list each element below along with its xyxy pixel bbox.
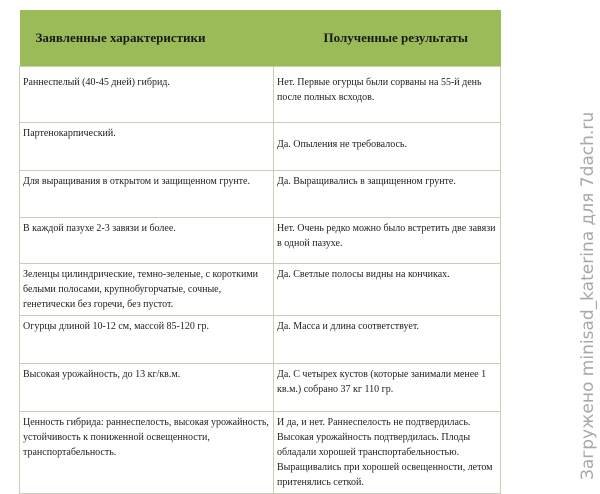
result-cell: Да. Выращивались в защищенном грунте. — [274, 171, 501, 218]
table-row — [20, 123, 501, 171]
claimed-cell: Для выращивания в открытом и защищенном грунте. — [20, 171, 274, 218]
result-cell: Да. Светлые полосы видны на кончиках. — [274, 264, 501, 316]
result-cell: Да. Опыления не требовалось. — [274, 123, 501, 171]
header-row — [20, 10, 501, 67]
result-cell: И да, и нет. Раннеспелость не подтвердилась. Высокая урожайность подтвердилась. Плоды обладали хорошей транспортабельностью. Выращивались при хорошей освещенности, летом притенялись сеткой. — [274, 412, 501, 494]
claimed-cell: В каждой пазухе 2-3 завязи и более. — [20, 218, 274, 264]
table-row — [20, 67, 501, 123]
claimed-cell: Ценность гибрида: раннеспелость, высокая урожайность, устойчивость к пониженной освещенности, транспортабельность. — [20, 412, 274, 494]
claimed-cell: Огурцы длиной 10-12 см, массой 85-120 гр. — [20, 316, 274, 364]
watermark: Загружено minisad_katerina для 7dach.ru — [578, 111, 598, 480]
comparison-table — [19, 10, 501, 494]
table-row — [20, 264, 501, 316]
claimed-cell: Высокая урожайность, до 13 кг/кв.м. — [20, 364, 274, 412]
table-row — [20, 218, 501, 264]
header-claimed: Заявленные характеристики — [20, 10, 274, 67]
claimed-cell: Раннеспелый (40-45 дней) гибрид. — [20, 67, 274, 123]
result-cell: Нет. Первые огурцы были сорваны на 55-й день после полных всходов. — [274, 67, 501, 123]
result-cell: Нет. Очень редко можно было встретить две завязи в одной пазухе. — [274, 218, 501, 264]
claimed-cell: Партенокарпический. — [20, 123, 274, 171]
table-row — [20, 316, 501, 364]
header-results: Полученные результаты — [274, 10, 501, 67]
table-row — [20, 364, 501, 412]
result-cell: Да. С четырех кустов (которые занимали менее 1 кв.м.) собрано 37 кг 110 гр. — [274, 364, 501, 412]
table-row — [20, 171, 501, 218]
claimed-cell: Зеленцы цилиндрические, темно-зеленые, с короткими белыми полосами, крупнобугорчатые, сочные, генетически без горечи, без пустот. — [20, 264, 274, 316]
table-row — [20, 412, 501, 494]
result-cell: Да. Масса и длина соответствует. — [274, 316, 501, 364]
